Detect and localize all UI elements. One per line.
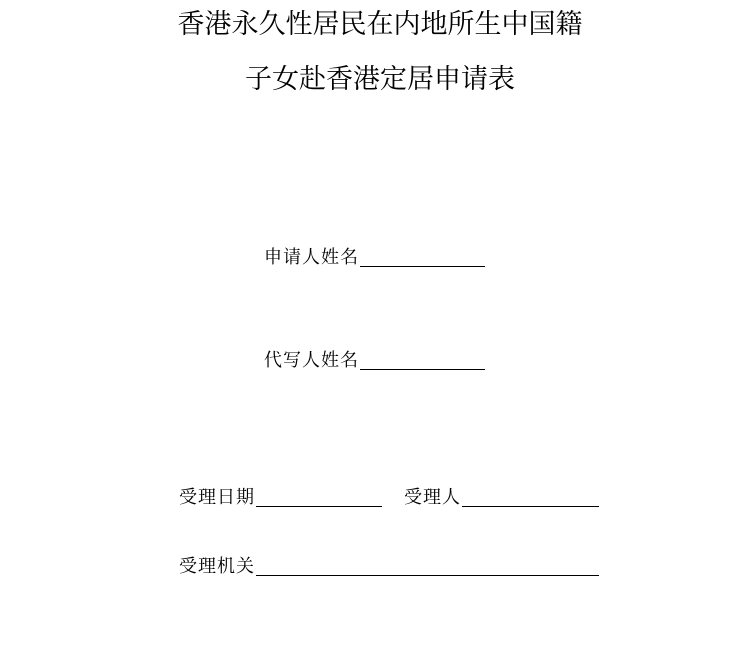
form-title-line-1: 香港永久性居民在内地所生中国籍 xyxy=(177,9,583,40)
acceptance-date-label: 受理日期 xyxy=(179,487,255,508)
receiver-blank[interactable] xyxy=(462,486,599,507)
applicant-name-blank[interactable] xyxy=(360,246,485,267)
form-title-line-2: 子女赴香港定居申请表 xyxy=(245,64,515,95)
receiver-field xyxy=(404,486,599,510)
writer-name-label: 代写人姓名 xyxy=(264,350,359,371)
applicant-name-field xyxy=(264,246,485,270)
applicant-name-label: 申请人姓名 xyxy=(264,247,359,268)
acceptance-date-blank[interactable] xyxy=(256,486,382,507)
accepting-agency-blank[interactable] xyxy=(256,555,599,576)
writer-name-field xyxy=(264,349,485,373)
acceptance-date-field xyxy=(179,486,382,510)
writer-name-blank[interactable] xyxy=(360,349,485,370)
receiver-label: 受理人 xyxy=(404,487,461,508)
accepting-agency-field xyxy=(179,555,599,579)
accepting-agency-label: 受理机关 xyxy=(179,556,255,577)
